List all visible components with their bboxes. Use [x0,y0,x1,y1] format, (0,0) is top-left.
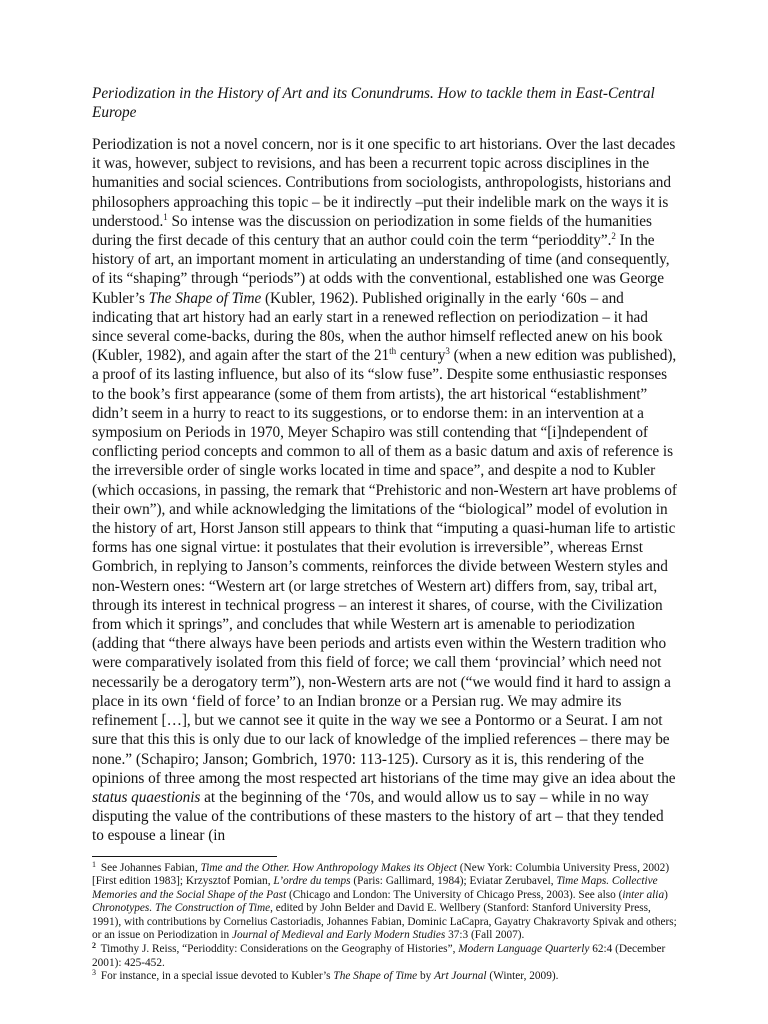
footnote-number: 1 [92,859,96,869]
footnote-italic-text: Time and the Other. How Anthropology Makes its Object [200,861,457,874]
footnote-italic-text: Modern Language Quarterly [458,943,590,956]
ordinal-suffix: th [389,346,397,357]
footnote-ref-1[interactable]: 1 [163,211,168,222]
body-text: In the history of art, an important moment in articulating an understanding of time (and consequently, of its “shaping” through “periods”) at odds with the conventional, established one was George Kubler’s [92,232,670,307]
footnote-text: 37:3 (Fall 2007). [445,929,525,942]
footnote-2 [92,943,678,970]
footnote-text: Timothy J. Reiss, “Perioddity: Considerations on the Geography of Histories”, [98,943,459,956]
footnote-text: (Paris: Gallimard, 1984); Eviatar Zerubavel, [350,875,557,888]
body-paragraph [92,135,678,846]
body-text: (Kubler, 1962). Published originally in the early ‘60s – and indicating that art history had an early start in a renewed reflection on periodization – it had since several come-backs, during the 80s, when the author himself reflected anew on his book (Kubler, 1982), and again after the start of the 21 [92,289,663,365]
footnote-number: 2 [92,941,96,951]
footnote-italic-text: L’ordre du temps [273,875,351,888]
footnote-italic-text: Art Journal [434,970,487,983]
footnote-italic-text: Chronotypes. The Construction of Time [92,902,271,915]
body-text: (when a new edition was published), a proof of its lasting influence, but also of its “slow fuse”. Despite some enthusiastic responses to the book’s first appearance (some of them from artists), the art historical “establishment” didn’t seem in a hurry to react to its suggestions, or to endorse them: in an intervention at a symposium on Periods in 1970, Meyer Schapiro was still contending that “[i]ndependent of conflicting period concepts and common to all of them as a basic datum and axis of reference is the irreversible order of single works located in time and space”, and despite a nod to Kubler (which occasions, in passing, the remark that “Prehistoric and non-Western art have problems of their own”), and while acknowledging the limitations of the “biological” model of evolution in the history of art, Horst Janson still appears to think that “imputing a quasi-human life to artistic forms has one signal virtue: it postulates that their evolution is irreversible”, whereas Ernst Gombrich, in replying to Janson’s comments, reinforces the divide between Western styles and non-Western ones: “Western art (or large stretches of Western art) differs from, say, tribal art, through its interest in technical progress – an interest it shares, of course, with the Civilization from which it springs”, and concludes that while Western art is amenable to periodization (adding that “there always have been periods and artists even within the Western tradition who were comparatively isolated from this field of force; we call them ‘provincial’ which need not necessarily be a derogatory term”), non-Western arts are not (“we would find it hard to assign a place in its own ‘field of force’ to an Indian bronze or a Persian rug. We may admire its refinement […], but we cannot see it quite in the way we see a Pontormo or a Seurat. I am not sure that this this is only due to our lack of knowledge of the implied references – there may be none.” (Schapiro; Janson; Gombrich, 1970: 113-125). Cursory as it is, this rendering of the opinions of three among the most respected art historians of the time may give an idea about the [92,347,677,787]
footnote-italic-text: The Shape of Time [333,970,418,983]
body-text: at the beginning of the ‘70s, and would allow us to say – while in no way disputing the value of the contributions of these masters to the history of art – that they tended to espouse a linear (in [92,788,664,845]
document-title: Periodization in the History of Art and its Conundrums. How to tackle them in East-Central Europe [92,85,655,121]
footnote-number: 3 [92,968,96,978]
footnote-text: ) [664,888,668,901]
footnote-italic-text: inter alia [622,888,665,901]
footnote-text: , edited by John Belder and David E. Wellbery (Stanford: Stanford University Press, 1991), with contributions by Cornelius Castoriadis, Johannes Fabian, Dominic LaCapra, Gayatry Chakravorty Spivak and others; or an issue on Periodization in [92,902,677,942]
footnotes [92,859,678,984]
footnote-text: See Johannes Fabian, [98,861,201,874]
footnote-ref-3[interactable]: 3 [445,346,450,357]
footnote-3 [92,970,678,984]
footnote-text: 62:4 (December 2001): 425-452. [92,943,666,969]
body-text: Periodization is not a novel concern, nor is it one specific to art historians. Over the last decades it was, however, subject to revisions, and has been a recurrent topic across disciplines in the humanities and social sciences. Contributions from sociologists, anthropologists, historians and philosophers approaching this topic – be it indirectly –put their indelible mark on the ways it is understood. [92,136,676,230]
footnote-italic-text: Journal of Medieval and Early Modern Studies [231,929,446,942]
footnote-text: For instance, in a special issue devoted to Kubler’s [98,970,334,983]
footnote-italic-text: Time Maps. Collective Memories and the Social Shape of the Past [92,875,658,901]
latin-phrase: status quaestionis [92,788,201,806]
footnote-separator [92,856,277,857]
footnote-text: (Winter, 2009). [486,970,559,983]
body-text: century [396,347,446,365]
body-text: So intense was the discussion on periodization in some fields of the humanities during the first decade of this century that an author could coin the term “perioddity”. [92,212,652,250]
footnote-1 [92,859,678,944]
footnote-ref-2[interactable]: 2 [611,231,616,242]
footnote-text: (New York: Columbia University Press, 2002) [First edition 1983]; Krzysztof Pomian, [92,861,670,888]
book-title: The Shape of Time [148,289,262,307]
footnote-text: by [417,970,435,983]
document-page [92,84,678,984]
footnote-text: (Chicago and London: The University of Chicago Press, 2003). See also ( [286,888,623,901]
